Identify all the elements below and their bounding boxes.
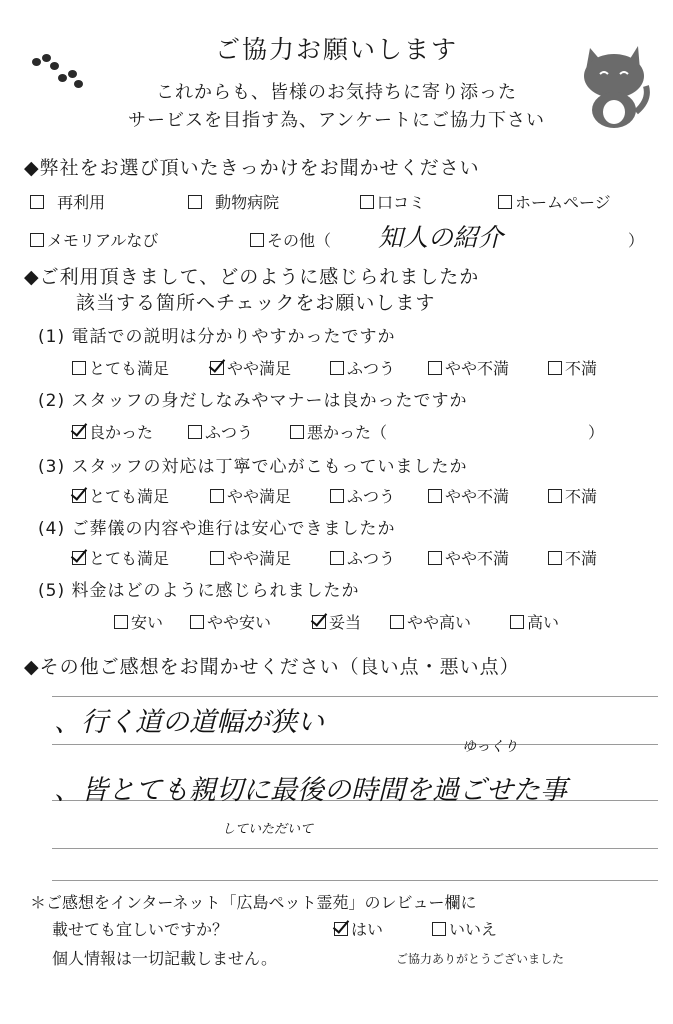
checkbox-checked[interactable]	[72, 551, 86, 565]
checkbox[interactable]	[330, 361, 344, 375]
question-4-label: (4) ご葬儀の内容や進行は安心できましたか	[38, 519, 396, 539]
answer-line-divider	[52, 880, 658, 881]
checkbox[interactable]	[188, 195, 202, 209]
checkbox-checked[interactable]	[72, 425, 86, 439]
q5-expensive[interactable]: 高い	[510, 610, 559, 633]
option-memorial-navi[interactable]: メモリアルなび	[30, 228, 158, 251]
q1-very-satisfied[interactable]: とても満足	[72, 356, 169, 379]
q2-bad[interactable]: 悪かった（	[290, 420, 387, 443]
q1-dissatisfied[interactable]: 不満	[548, 356, 597, 379]
checkbox-checked[interactable]	[210, 361, 224, 375]
consent-yes[interactable]: はい	[334, 917, 383, 940]
other-handwritten-answer: 知人の紹介	[378, 223, 504, 252]
answer-line-divider	[52, 696, 658, 697]
q3-very-satisfied[interactable]: とても満足	[72, 484, 169, 507]
checkbox[interactable]	[30, 195, 44, 209]
question-2-options	[0, 420, 673, 444]
intro-line-2: サービスを目指す為、アンケートにご協力下さい	[128, 110, 545, 131]
question-5-label: (5) 料金はどのように感じられましたか	[38, 581, 360, 601]
question-3-label: (3) スタッフの対応は丁寧で心がこもっていましたか	[38, 457, 468, 477]
q4-somewhat-dissatisfied[interactable]: やや不満	[428, 546, 509, 569]
checkbox[interactable]	[510, 615, 524, 629]
checkbox[interactable]	[428, 361, 442, 375]
checkbox[interactable]	[330, 551, 344, 565]
question-1-label: (1) 電話での説明は分かりやすかったですか	[38, 327, 396, 347]
section-3-heading: ◆その他ご感想をお聞かせください（良い点・悪い点）	[24, 656, 520, 678]
checkbox[interactable]	[498, 195, 512, 209]
q2-close-paren: ）	[588, 423, 605, 442]
q2-good[interactable]: 良かった	[72, 420, 153, 443]
option-homepage[interactable]: ホームページ	[498, 190, 611, 213]
page-title: ご協力お願いします	[214, 35, 458, 64]
checkbox[interactable]	[30, 233, 44, 247]
review-consent-question-2: 載せても宜しいですか？	[52, 920, 229, 939]
comment-insert-above: ゆっくり	[462, 739, 518, 755]
checkbox[interactable]	[250, 233, 264, 247]
question-5-options	[0, 610, 673, 634]
consent-no[interactable]: いいえ	[432, 917, 497, 940]
option-other[interactable]: その他（	[250, 228, 331, 251]
intro-line-1: これからも、皆様のお気持ちに寄り添った	[156, 82, 517, 103]
q4-very-satisfied[interactable]: とても満足	[72, 546, 169, 569]
q5-somewhat-expensive[interactable]: やや高い	[390, 610, 471, 633]
question-4-options	[0, 546, 673, 570]
checkbox[interactable]	[360, 195, 374, 209]
option-reuse[interactable]: 再利用	[30, 190, 105, 213]
privacy-note: 個人情報は一切記載しません。	[52, 949, 277, 968]
checkbox[interactable]	[432, 922, 446, 936]
answer-line-divider	[52, 848, 658, 849]
checkbox[interactable]	[210, 551, 224, 565]
other-close-paren: ）	[628, 231, 645, 250]
section-1-options-row-2	[0, 223, 673, 256]
q4-neutral[interactable]: ふつう	[330, 546, 395, 569]
checkbox[interactable]	[548, 361, 562, 375]
q1-somewhat-dissatisfied[interactable]: やや不満	[428, 356, 509, 379]
checkbox-checked[interactable]	[72, 489, 86, 503]
checkbox[interactable]	[114, 615, 128, 629]
question-2-label: (2) スタッフの身だしなみやマナーは良かったですか	[38, 391, 468, 411]
q3-neutral[interactable]: ふつう	[330, 484, 395, 507]
checkbox[interactable]	[190, 615, 204, 629]
q3-somewhat-satisfied[interactable]: やや満足	[210, 484, 291, 507]
question-1-options	[0, 356, 673, 380]
q1-neutral[interactable]: ふつう	[330, 356, 395, 379]
section-1-options-row-1	[0, 190, 673, 220]
checkbox-checked[interactable]	[312, 615, 326, 629]
checkbox[interactable]	[548, 489, 562, 503]
q5-reasonable[interactable]: 妥当	[312, 610, 361, 633]
checkbox[interactable]	[428, 489, 442, 503]
q4-dissatisfied[interactable]: 不満	[548, 546, 597, 569]
checkbox[interactable]	[548, 551, 562, 565]
section-1-heading: ◆弊社をお選び頂いたきっかけをお聞かせください	[24, 157, 480, 179]
option-word-of-mouth[interactable]: 口コミ	[360, 190, 425, 213]
option-animal-hospital[interactable]: 動物病院	[188, 190, 279, 213]
checkbox[interactable]	[210, 489, 224, 503]
q4-somewhat-satisfied[interactable]: やや満足	[210, 546, 291, 569]
q3-somewhat-dissatisfied[interactable]: やや不満	[428, 484, 509, 507]
section-2-heading: ◆ご利用頂きまして、どのように感じられましたか	[24, 266, 480, 288]
question-3-options	[0, 484, 673, 508]
q2-neutral[interactable]: ふつう	[188, 420, 253, 443]
comment-line-1: 、行く道の道幅が狭い	[54, 707, 324, 738]
section-2-subheading: 該当する箇所へチェックをお願いします	[76, 292, 436, 314]
q3-dissatisfied[interactable]: 不満	[548, 484, 597, 507]
answer-line-divider	[52, 744, 658, 745]
checkbox[interactable]	[290, 425, 304, 439]
q1-somewhat-satisfied[interactable]: やや満足	[210, 356, 291, 379]
checkbox[interactable]	[428, 551, 442, 565]
review-consent-question: ＊ご感想をインターネット「広島ペット霊苑」のレビュー欄に	[30, 893, 477, 912]
thanks-note: ご協力ありがとうございました	[396, 952, 565, 966]
q5-cheap[interactable]: 安い	[114, 610, 163, 633]
checkbox[interactable]	[188, 425, 202, 439]
q5-somewhat-cheap[interactable]: やや安い	[190, 610, 271, 633]
checkbox[interactable]	[72, 361, 86, 375]
comment-insert-below: していただいて	[222, 822, 314, 837]
checkbox-checked[interactable]	[334, 922, 348, 936]
checkbox[interactable]	[390, 615, 404, 629]
checkbox[interactable]	[330, 489, 344, 503]
comment-line-2: 、皆とても親切に最後の時間を過ごせた事	[54, 775, 567, 806]
